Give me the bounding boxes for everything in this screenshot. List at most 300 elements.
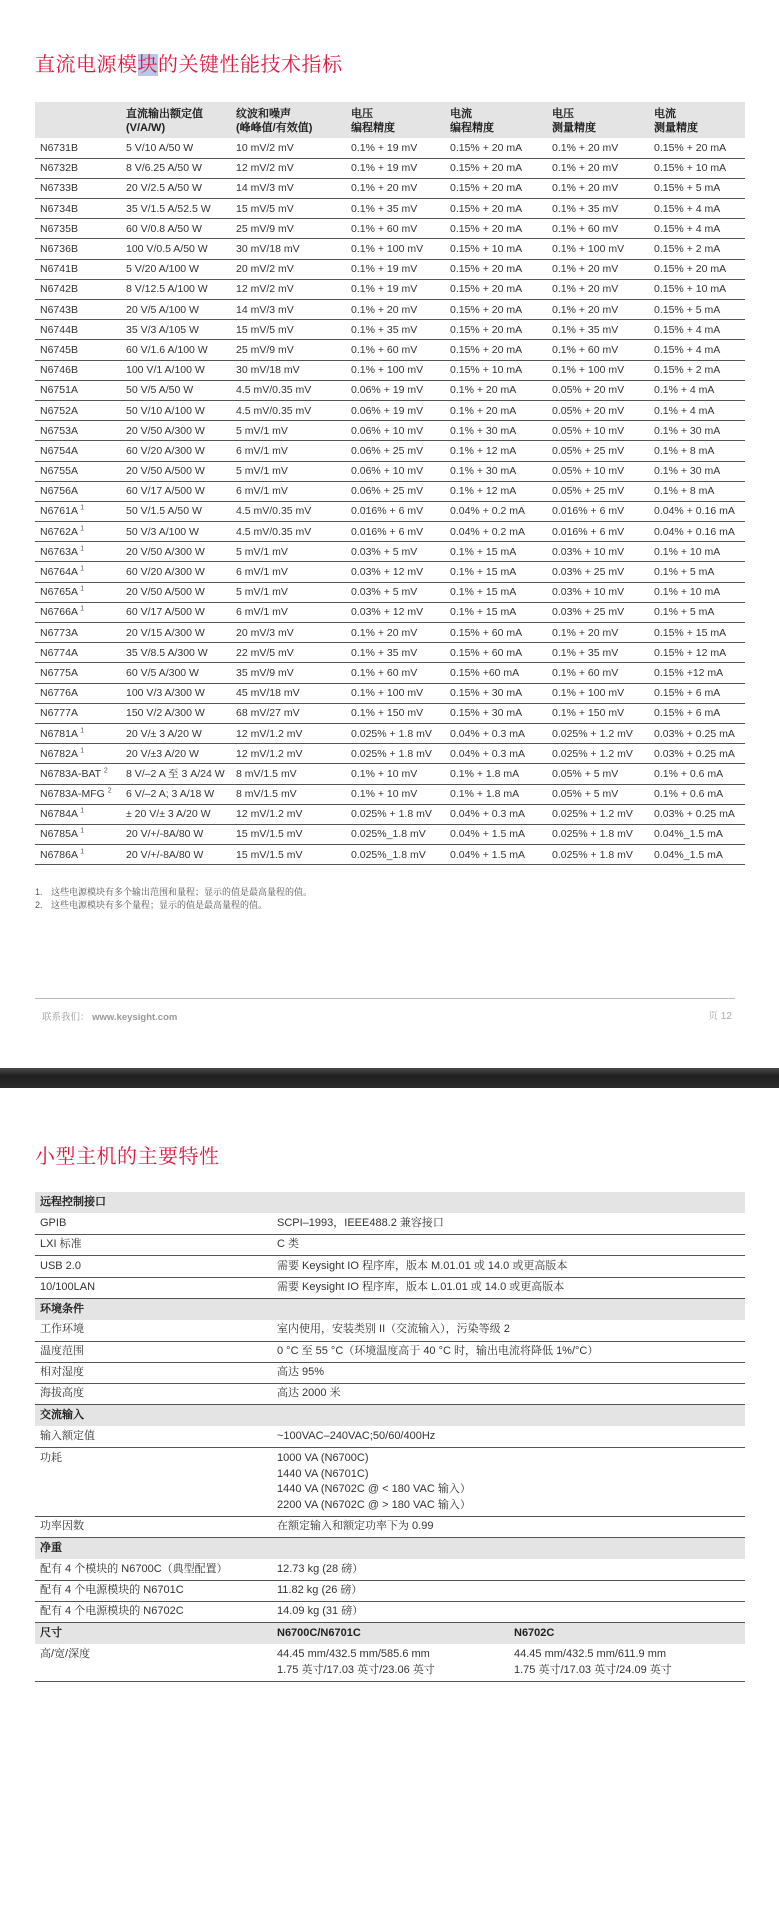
iprog-cell: 0.04% + 0.3 mA	[447, 744, 549, 764]
rating-cell: 60 V/0.8 A/50 W	[123, 219, 233, 239]
model-number: N6783A-BAT	[40, 767, 101, 780]
feature-label: GPIB	[35, 1213, 272, 1234]
vprog-cell: 0.1% + 20 mV	[348, 178, 447, 198]
imeas-cell: 0.15% + 6 mA	[651, 683, 745, 703]
vmeas-cell: 0.1% + 60 mV	[549, 340, 651, 360]
vmeas-cell: 0.1% + 20 mV	[549, 178, 651, 198]
feature-label: 海拔高度	[35, 1384, 272, 1405]
table-row	[35, 784, 745, 804]
feature-label: 功率因数	[35, 1516, 272, 1537]
vmeas-cell: 0.03% + 10 mV	[549, 582, 651, 602]
imeas-cell: 0.04% + 0.16 mA	[651, 522, 745, 542]
rating-cell: 20 V/±3 A/20 W	[123, 744, 233, 764]
page-13	[0, 1088, 779, 1918]
vmeas-cell: 0.025% + 1.2 mV	[549, 723, 651, 743]
vprog-cell: 0.025% + 1.8 mV	[348, 744, 447, 764]
model-number: N6754A	[40, 444, 78, 457]
model-number: N6742B	[40, 283, 78, 296]
contact-label: 联系我们：	[42, 1012, 90, 1023]
column-header-line2: 测量精度	[654, 122, 698, 134]
column-header-line1: 电流	[654, 108, 676, 120]
rating-cell: 60 V/20 A/300 W	[123, 562, 233, 582]
column-header	[447, 102, 549, 138]
iprog-cell: 0.1% + 30 mA	[447, 421, 549, 441]
vprog-cell: 0.06% + 19 mV	[348, 400, 447, 420]
imeas-cell: 0.15% + 2 mA	[651, 360, 745, 380]
model-number: N6774A	[40, 646, 78, 659]
vmeas-cell: 0.016% + 6 mV	[549, 501, 651, 521]
rating-cell: 20 V/+/-8A/80 W	[123, 845, 233, 865]
ripple-cell: 15 mV/1.5 mV	[233, 824, 348, 844]
table-row	[35, 138, 745, 158]
feature-row	[35, 1384, 745, 1405]
rating-cell: 20 V/50 A/500 W	[123, 582, 233, 602]
vmeas-cell: 0.1% + 20 mV	[549, 279, 651, 299]
model-cell	[35, 300, 123, 320]
vmeas-cell: 0.05% + 10 mV	[549, 421, 651, 441]
table-row	[35, 562, 745, 582]
model-number: N6741B	[40, 263, 78, 276]
value-line: 44.45 mm/432.5 mm/585.6 mm	[277, 1648, 430, 1661]
ripple-cell: 25 mV/9 mV	[233, 340, 348, 360]
column-header	[35, 102, 123, 138]
table-row	[35, 300, 745, 320]
footnote-ref: 1	[80, 727, 85, 735]
ripple-cell: 5 mV/1 mV	[233, 421, 348, 441]
section-title: 小型主机的主要特性	[35, 1146, 220, 1168]
table-row	[35, 178, 745, 198]
feature-label: 功耗	[35, 1448, 272, 1517]
rating-cell: 20 V/2.5 A/50 W	[123, 178, 233, 198]
section-header-row	[35, 1405, 745, 1426]
feature-row	[35, 1277, 745, 1298]
table-row	[35, 421, 745, 441]
vmeas-cell: 0.03% + 25 mV	[549, 562, 651, 582]
table-row	[35, 804, 745, 824]
section-header-row	[35, 1623, 745, 1644]
value-line: 0 °C 至 55 °C（环境温度高于 40 °C 时，输出电流将降低 1%/°C）	[277, 1344, 599, 1357]
footnote-ref: 1	[80, 585, 85, 593]
imeas-cell: 0.15% + 10 mA	[651, 279, 745, 299]
column-header	[233, 102, 348, 138]
ripple-cell: 6 mV/1 mV	[233, 602, 348, 622]
imeas-cell: 0.15% + 4 mA	[651, 219, 745, 239]
model-number: N6746B	[40, 364, 78, 377]
ripple-cell: 25 mV/9 mV	[233, 219, 348, 239]
feature-value	[272, 1580, 745, 1601]
vmeas-cell: 0.1% + 20 mV	[549, 259, 651, 279]
iprog-cell: 0.15% + 20 mA	[447, 219, 549, 239]
vprog-cell: 0.1% + 100 mV	[348, 239, 447, 259]
vmeas-cell: 0.1% + 100 mV	[549, 360, 651, 380]
vmeas-cell: 0.1% + 35 mV	[549, 643, 651, 663]
ripple-cell: 5 mV/1 mV	[233, 582, 348, 602]
model-cell	[35, 845, 123, 865]
rating-cell: 50 V/3 A/100 W	[123, 522, 233, 542]
vprog-cell: 0.1% + 35 mV	[348, 320, 447, 340]
vmeas-cell: 0.03% + 10 mV	[549, 542, 651, 562]
feature-row	[35, 1448, 745, 1517]
footnote-ref: 1	[80, 747, 85, 755]
vmeas-cell: 0.1% + 60 mV	[549, 219, 651, 239]
value-line: 1440 VA (N6702C @ < 180 VAC 输入）	[277, 1483, 471, 1496]
feature-value	[272, 1448, 745, 1517]
model-number: N6761A	[40, 505, 78, 518]
iprog-cell: 0.15% + 20 mA	[447, 300, 549, 320]
model-cell	[35, 643, 123, 663]
feature-row	[35, 1320, 745, 1341]
vmeas-cell: 0.05% + 25 mV	[549, 441, 651, 461]
column-header-line1: 纹波和噪声	[236, 108, 291, 120]
model-number: N6784A	[40, 808, 78, 821]
iprog-cell: 0.04% + 0.3 mA	[447, 723, 549, 743]
imeas-cell: 0.15% + 20 mA	[651, 259, 745, 279]
footnote-ref: 1	[80, 565, 85, 573]
imeas-cell: 0.1% + 4 mA	[651, 380, 745, 400]
model-cell	[35, 542, 123, 562]
rating-cell: 50 V/5 A/50 W	[123, 380, 233, 400]
footnote-ref: 1	[80, 827, 85, 835]
model-cell	[35, 824, 123, 844]
rating-cell: 50 V/1.5 A/50 W	[123, 501, 233, 521]
iprog-cell: 0.1% + 1.8 mA	[447, 764, 549, 784]
section-header: 环境条件	[35, 1298, 745, 1319]
ripple-cell: 6 mV/1 mV	[233, 562, 348, 582]
vprog-cell: 0.06% + 10 mV	[348, 421, 447, 441]
vprog-cell: 0.1% + 35 mV	[348, 199, 447, 219]
vprog-cell: 0.1% + 19 mV	[348, 158, 447, 178]
imeas-cell: 0.1% + 5 mA	[651, 562, 745, 582]
ripple-cell: 6 mV/1 mV	[233, 441, 348, 461]
dc-module-spec-table	[35, 102, 745, 865]
iprog-cell: 0.1% + 12 mA	[447, 441, 549, 461]
table-row	[35, 522, 745, 542]
imeas-cell: 0.15% + 15 mA	[651, 623, 745, 643]
ripple-cell: 4.5 mV/0.35 mV	[233, 400, 348, 420]
rating-cell: 50 V/10 A/100 W	[123, 400, 233, 420]
model-number: N6745B	[40, 343, 78, 356]
feature-row	[35, 1644, 745, 1681]
feature-row	[35, 1516, 745, 1537]
footnote	[35, 899, 312, 912]
feature-value	[272, 1235, 745, 1256]
model-cell	[35, 744, 123, 764]
model-cell	[35, 178, 123, 198]
vmeas-cell: 0.025% + 1.2 mV	[549, 744, 651, 764]
imeas-cell: 0.15% + 10 mA	[651, 158, 745, 178]
rating-cell: 20 V/50 A/500 W	[123, 461, 233, 481]
value-line: 14.09 kg (31 磅）	[277, 1605, 364, 1618]
vprog-cell: 0.06% + 10 mV	[348, 461, 447, 481]
iprog-cell: 0.04% + 0.2 mA	[447, 501, 549, 521]
rating-cell: 6 V/–2 A; 3 A/18 W	[123, 784, 233, 804]
model-number: N6781A	[40, 727, 78, 740]
rating-cell: 8 V/–2 A 至 3 A/24 W	[123, 764, 233, 784]
model-number: N6762A	[40, 525, 78, 538]
iprog-cell: 0.04% + 0.2 mA	[447, 522, 549, 542]
model-cell	[35, 400, 123, 420]
rating-cell: 100 V/0.5 A/50 W	[123, 239, 233, 259]
table-row	[35, 703, 745, 723]
imeas-cell: 0.03% + 0.25 mA	[651, 804, 745, 824]
table-body	[35, 138, 745, 865]
model-number: N6775A	[40, 666, 78, 679]
vprog-cell: 0.1% + 100 mV	[348, 360, 447, 380]
rating-cell: 20 V/50 A/300 W	[123, 542, 233, 562]
ripple-cell: 30 mV/18 mV	[233, 360, 348, 380]
imeas-cell: 0.1% + 4 mA	[651, 400, 745, 420]
vmeas-cell: 0.03% + 25 mV	[549, 602, 651, 622]
column-header	[348, 102, 447, 138]
model-number: N6776A	[40, 687, 78, 700]
iprog-cell: 0.1% + 30 mA	[447, 461, 549, 481]
table-row	[35, 441, 745, 461]
vmeas-cell: 0.1% + 100 mV	[549, 239, 651, 259]
vprog-cell: 0.1% + 19 mV	[348, 279, 447, 299]
feature-row	[35, 1235, 745, 1256]
feature-label: 配有 4 个模块的 N6700C（典型配置）	[35, 1559, 272, 1580]
table-row	[35, 764, 745, 784]
section-header: 交流输入	[35, 1405, 745, 1426]
feature-label: 工作环境	[35, 1320, 272, 1341]
feature-row	[35, 1213, 745, 1234]
model-cell	[35, 239, 123, 259]
footnote-ref: 1	[80, 525, 85, 533]
vprog-cell: 0.03% + 5 mV	[348, 542, 447, 562]
feature-value	[272, 1602, 745, 1623]
ripple-cell: 6 mV/1 mV	[233, 481, 348, 501]
imeas-cell: 0.1% + 30 mA	[651, 421, 745, 441]
footnote-text: 这些电源模块有多个量程；显示的值是最高量程的值。	[51, 900, 268, 910]
footer-contact	[42, 1009, 177, 1023]
mainframe-feature-table	[35, 1192, 745, 1682]
page-number: 页 12	[708, 1011, 732, 1022]
feature-value	[272, 1644, 509, 1681]
imeas-cell: 0.1% + 10 mA	[651, 542, 745, 562]
section-header: N6700C/N6701C	[272, 1623, 509, 1644]
table-row	[35, 320, 745, 340]
vprog-cell: 0.03% + 12 mV	[348, 562, 447, 582]
model-cell	[35, 320, 123, 340]
column-header	[651, 102, 745, 138]
iprog-cell: 0.15% + 60 mA	[447, 623, 549, 643]
imeas-cell: 0.15% + 4 mA	[651, 340, 745, 360]
footnote-number: 2.	[35, 900, 43, 910]
model-cell	[35, 199, 123, 219]
footnote-number: 1.	[35, 887, 43, 897]
model-cell	[35, 219, 123, 239]
ripple-cell: 4.5 mV/0.35 mV	[233, 501, 348, 521]
feature-row	[35, 1341, 745, 1362]
vmeas-cell: 0.1% + 20 mV	[549, 300, 651, 320]
feature-value	[272, 1277, 745, 1298]
footnote-ref: 1	[80, 807, 85, 815]
table-row	[35, 663, 745, 683]
feature-row	[35, 1426, 745, 1447]
feature-value	[272, 1341, 745, 1362]
rating-cell: 60 V/17 A/500 W	[123, 481, 233, 501]
table-row	[35, 845, 745, 865]
feature-label: LXI 标准	[35, 1235, 272, 1256]
rating-cell: 35 V/1.5 A/52.5 W	[123, 199, 233, 219]
vprog-cell: 0.06% + 19 mV	[348, 380, 447, 400]
vmeas-cell: 0.016% + 6 mV	[549, 522, 651, 542]
iprog-cell: 0.1% + 15 mA	[447, 542, 549, 562]
model-number: N6735B	[40, 222, 78, 235]
ripple-cell: 22 mV/5 mV	[233, 643, 348, 663]
value-line: C 类	[277, 1238, 299, 1251]
column-header-line1: 电压	[351, 108, 373, 120]
iprog-cell: 0.15% + 20 mA	[447, 158, 549, 178]
vprog-cell: 0.1% + 20 mV	[348, 300, 447, 320]
section-header: N6702C	[509, 1623, 745, 1644]
vprog-cell: 0.1% + 35 mV	[348, 643, 447, 663]
model-cell	[35, 481, 123, 501]
rating-cell: 20 V/15 A/300 W	[123, 623, 233, 643]
website-link[interactable]: www.keysight.com	[92, 1012, 178, 1023]
imeas-cell: 0.15% + 5 mA	[651, 178, 745, 198]
model-number: N6764A	[40, 566, 78, 579]
rating-cell: 35 V/3 A/105 W	[123, 320, 233, 340]
rating-cell: 60 V/17 A/500 W	[123, 602, 233, 622]
feature-label: 相对湿度	[35, 1362, 272, 1383]
vprog-cell: 0.1% + 10 mV	[348, 764, 447, 784]
model-cell	[35, 663, 123, 683]
footnote-ref: 1	[80, 605, 85, 613]
imeas-cell: 0.04%_1.5 mA	[651, 824, 745, 844]
footnote	[35, 886, 312, 899]
imeas-cell: 0.15% + 6 mA	[651, 703, 745, 723]
section-header: 净重	[35, 1538, 745, 1559]
table-row	[35, 380, 745, 400]
imeas-cell: 0.15% + 5 mA	[651, 300, 745, 320]
ripple-cell: 20 mV/2 mV	[233, 259, 348, 279]
rating-cell: 5 V/20 A/100 W	[123, 259, 233, 279]
rating-cell: ± 20 V/± 3 A/20 W	[123, 804, 233, 824]
footnote-ref: 2	[107, 787, 112, 795]
value-line: 2200 VA (N6702C @ > 180 VAC 输入）	[277, 1499, 471, 1512]
table-row	[35, 461, 745, 481]
model-cell	[35, 259, 123, 279]
rating-cell: 35 V/8.5 A/300 W	[123, 643, 233, 663]
model-cell	[35, 380, 123, 400]
imeas-cell: 0.15% +12 mA	[651, 663, 745, 683]
value-line: 高达 95%	[277, 1366, 325, 1379]
vprog-cell: 0.03% + 5 mV	[348, 582, 447, 602]
table-header-row	[35, 102, 745, 138]
ripple-cell: 12 mV/2 mV	[233, 158, 348, 178]
feature-value	[272, 1426, 745, 1447]
imeas-cell: 0.1% + 8 mA	[651, 441, 745, 461]
section-header: 尺寸	[35, 1623, 272, 1644]
table-row	[35, 723, 745, 743]
model-cell	[35, 582, 123, 602]
feature-label: 10/100LAN	[35, 1277, 272, 1298]
model-cell	[35, 522, 123, 542]
vmeas-cell: 0.025% + 1.8 mV	[549, 845, 651, 865]
vprog-cell: 0.1% + 100 mV	[348, 683, 447, 703]
ripple-cell: 45 mV/18 mV	[233, 683, 348, 703]
iprog-cell: 0.1% + 15 mA	[447, 582, 549, 602]
rating-cell: 60 V/1.6 A/100 W	[123, 340, 233, 360]
table-row	[35, 199, 745, 219]
imeas-cell: 0.1% + 0.6 mA	[651, 764, 745, 784]
ripple-cell: 35 mV/9 mV	[233, 663, 348, 683]
value-line: 44.45 mm/432.5 mm/611.9 mm	[514, 1648, 667, 1661]
table-row	[35, 360, 745, 380]
ripple-cell: 8 mV/1.5 mV	[233, 764, 348, 784]
value-line: 需要 Keysight IO 程序库，版本 L.01.01 或 14.0 或更高版本	[277, 1280, 565, 1293]
vprog-cell: 0.025%_1.8 mV	[348, 845, 447, 865]
feature-label: 温度范围	[35, 1341, 272, 1362]
model-number: N6732B	[40, 162, 78, 175]
model-number: N6766A	[40, 606, 78, 619]
model-number: N6773A	[40, 626, 78, 639]
rating-cell: 20 V/5 A/100 W	[123, 300, 233, 320]
model-number: N6783A-MFG	[40, 788, 105, 801]
ripple-cell: 5 mV/1 mV	[233, 542, 348, 562]
iprog-cell: 0.1% + 15 mA	[447, 562, 549, 582]
vmeas-cell: 0.1% + 20 mV	[549, 623, 651, 643]
table-row	[35, 623, 745, 643]
vmeas-cell: 0.1% + 100 mV	[549, 683, 651, 703]
iprog-cell: 0.15% + 20 mA	[447, 279, 549, 299]
iprog-cell: 0.15% + 10 mA	[447, 360, 549, 380]
vmeas-cell: 0.025% + 1.2 mV	[549, 804, 651, 824]
imeas-cell: 0.1% + 10 mA	[651, 582, 745, 602]
model-number: N6752A	[40, 404, 78, 417]
iprog-cell: 0.15% + 60 mA	[447, 643, 549, 663]
vmeas-cell: 0.05% + 20 mV	[549, 400, 651, 420]
iprog-cell: 0.1% + 1.8 mA	[447, 784, 549, 804]
ripple-cell: 12 mV/1.2 mV	[233, 744, 348, 764]
vprog-cell: 0.03% + 12 mV	[348, 602, 447, 622]
vprog-cell: 0.1% + 60 mV	[348, 340, 447, 360]
model-cell	[35, 683, 123, 703]
imeas-cell: 0.1% + 30 mA	[651, 461, 745, 481]
rating-cell: 60 V/5 A/300 W	[123, 663, 233, 683]
feature-value	[272, 1384, 745, 1405]
vmeas-cell: 0.1% + 35 mV	[549, 199, 651, 219]
model-number: N6782A	[40, 747, 78, 760]
rating-cell: 60 V/20 A/300 W	[123, 441, 233, 461]
vprog-cell: 0.1% + 19 mV	[348, 259, 447, 279]
table-row	[35, 279, 745, 299]
ripple-cell: 15 mV/5 mV	[233, 199, 348, 219]
imeas-cell: 0.04%_1.5 mA	[651, 845, 745, 865]
vmeas-cell: 0.05% + 25 mV	[549, 481, 651, 501]
vprog-cell: 0.1% + 60 mV	[348, 219, 447, 239]
iprog-cell: 0.1% + 12 mA	[447, 481, 549, 501]
ripple-cell: 12 mV/1.2 mV	[233, 804, 348, 824]
model-cell	[35, 158, 123, 178]
column-header-line2: 编程精度	[450, 122, 494, 134]
model-number: N6785A	[40, 828, 78, 841]
footnote-ref: 1	[80, 504, 85, 512]
footnote-text: 这些电源模块有多个输出范围和量程；显示的值是最高量程的值。	[51, 887, 313, 897]
ripple-cell: 14 mV/3 mV	[233, 178, 348, 198]
model-cell	[35, 138, 123, 158]
feature-value	[272, 1559, 745, 1580]
vmeas-cell: 0.05% + 5 mV	[549, 764, 651, 784]
column-header-line2: 编程精度	[351, 122, 395, 134]
vmeas-cell: 0.1% + 20 mV	[549, 158, 651, 178]
rating-cell: 8 V/12.5 A/100 W	[123, 279, 233, 299]
ripple-cell: 5 mV/1 mV	[233, 461, 348, 481]
table-row	[35, 158, 745, 178]
vprog-cell: 0.025%_1.8 mV	[348, 824, 447, 844]
iprog-cell: 0.15% + 30 mA	[447, 703, 549, 723]
